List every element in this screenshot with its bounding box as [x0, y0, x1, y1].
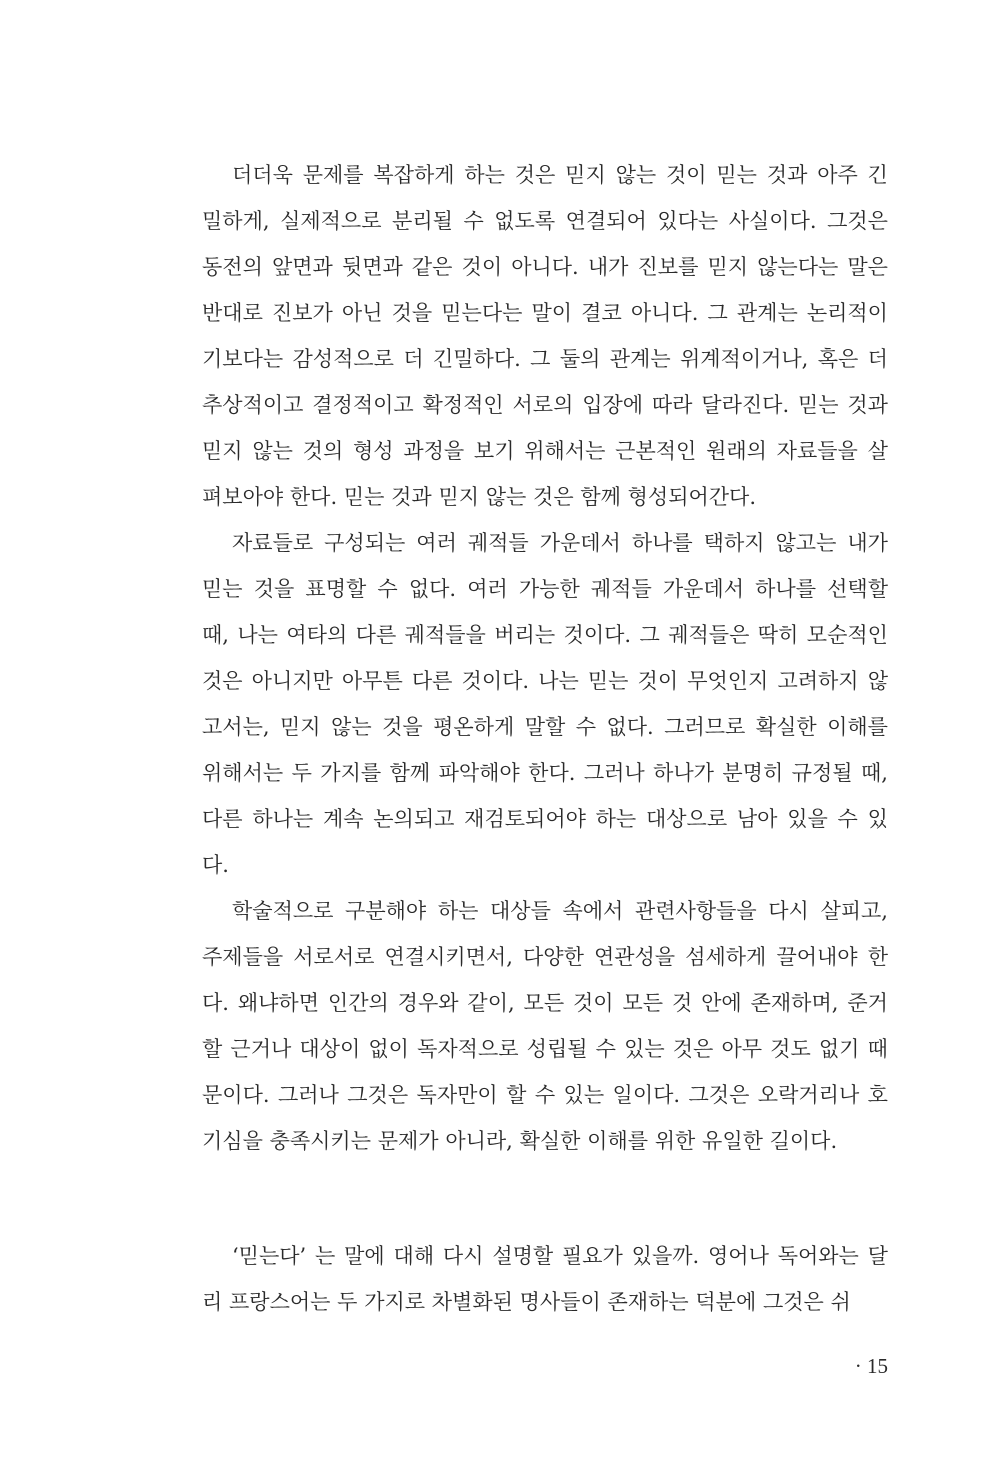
text-line: 동전의 앞면과 뒷면과 같은 것이 아니다. 내가 진보를 믿지 않는다는 말은 — [202, 255, 888, 279]
text-line: 다. — [202, 853, 229, 877]
text-line: 문이다. 그러나 그것은 독자만이 할 수 있는 일이다. 그것은 오락거리나 호 — [202, 1083, 888, 1107]
text-line: 밀하게, 실제적으로 분리될 수 없도록 연결되어 있다는 사실이다. 그것은 — [202, 209, 888, 233]
text-line: ‘믿는다’ 는 말에 대해 다시 설명할 필요가 있을까. 영어나 독어와는 달 — [232, 1244, 888, 1268]
text-line: 위해서는 두 가지를 함께 파악해야 한다. 그러나 하나가 분명히 규정될 때, — [202, 761, 888, 785]
text-line: 기심을 충족시키는 문제가 아니라, 확실한 이해를 위한 유일한 길이다. — [202, 1129, 838, 1153]
text-line: 할 근거나 대상이 없이 독자적으로 성립될 수 있는 것은 아무 것도 없기 때 — [202, 1037, 888, 1061]
text-line: 반대로 진보가 아닌 것을 믿는다는 말이 결코 아니다. 그 관계는 논리적이 — [202, 301, 888, 325]
text-line: 다른 하나는 계속 논의되고 재검토되어야 하는 대상으로 남아 있을 수 있 — [202, 807, 888, 831]
main-text-block — [202, 152, 888, 1164]
text-line: 더더욱 문제를 복잡하게 하는 것은 믿지 않는 것이 믿는 것과 아주 긴 — [232, 163, 888, 187]
text-line: 리 프랑스어는 두 가지로 차별화된 명사들이 존재하는 덕분에 그것은 쉬 — [202, 1290, 851, 1314]
text-line: 믿는 것을 표명할 수 없다. 여러 가능한 궤적들 가운데서 하나를 선택할 — [202, 577, 888, 601]
text-line: 고서는, 믿지 않는 것을 평온하게 말할 수 없다. 그러므로 확실한 이해를 — [202, 715, 888, 739]
text-line: 주제들을 서로서로 연결시키면서, 다양한 연관성을 섬세하게 끌어내야 한 — [202, 945, 888, 969]
text-line: 학술적으로 구분해야 하는 대상들 속에서 관련사항들을 다시 살피고, — [232, 899, 888, 923]
page-number: · 15 — [854, 1354, 888, 1378]
text-line: 것은 아니지만 아무튼 다른 것이다. 나는 믿는 것이 무엇인지 고려하지 않 — [202, 669, 888, 693]
text-line: 펴보아야 한다. 믿는 것과 믿지 않는 것은 함께 형성되어간다. — [202, 485, 757, 509]
text-line: 자료들로 구성되는 여러 궤적들 가운데서 하나를 택하지 않고는 내가 — [232, 531, 888, 555]
text-line: 때, 나는 여타의 다른 궤적들을 버리는 것이다. 그 궤적들은 딱히 모순적인 — [202, 623, 888, 647]
text-line: 기보다는 감성적으로 더 긴밀하다. 그 둘의 관계는 위계적이거나, 혹은 더 — [202, 347, 888, 371]
text-line: 믿지 않는 것의 형성 과정을 보기 위해서는 근본적인 원래의 자료들을 살 — [202, 439, 888, 463]
text-line: 추상적이고 결정적이고 확정적인 서로의 입장에 따라 달라진다. 믿는 것과 — [202, 393, 888, 417]
text-line: 다. 왜냐하면 인간의 경우와 같이, 모든 것이 모든 것 안에 존재하며, 준거 — [202, 991, 888, 1015]
continued-text-block — [202, 1233, 888, 1325]
